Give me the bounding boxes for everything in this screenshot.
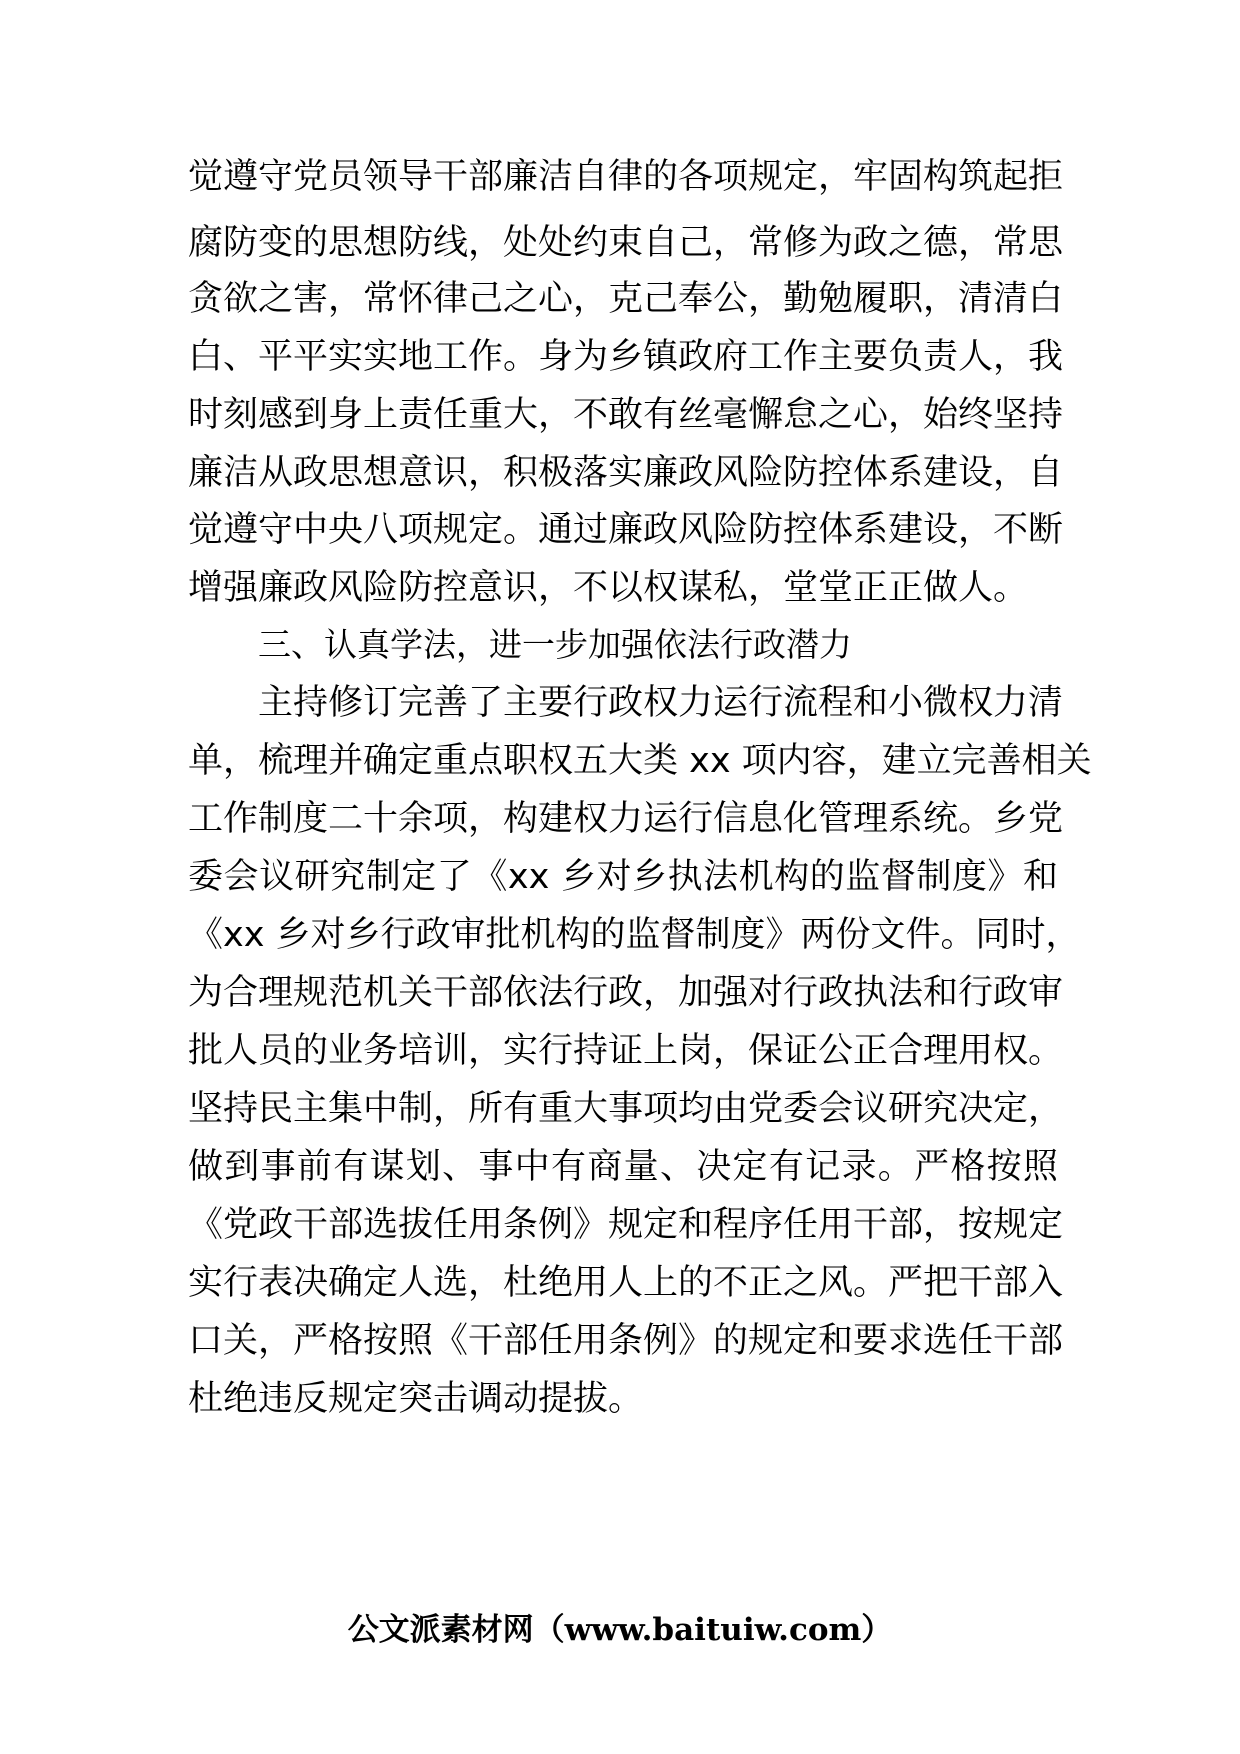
text-line: 单，梳理并确定重点职权五大类 xx 项内容，建立完善相关 — [188, 741, 1092, 781]
text-line: 时刻感到身上责任重大，不敢有丝毫懈怠之心，始终坚持 — [188, 395, 1064, 435]
text-line: 为合理规范机关干部依法行政，加强对行政执法和行政审 — [188, 973, 1064, 1013]
text-line: 主持修订完善了主要行政权力运行流程和小微权力清 — [258, 683, 1064, 723]
text-line: 实行表决确定人选，杜绝用人上的不正之风。严把干部入 — [188, 1263, 1064, 1303]
page-footer: 公文派素材网（www.baituiw.com） — [347, 1612, 893, 1648]
text-line: 工作制度二十余项，构建权力运行信息化管理系统。乡党 — [188, 799, 1064, 839]
text-line: 《xx 乡对乡行政审批机构的监督制度》两份文件。同时， — [188, 915, 1081, 955]
section-heading: 三、认真学法，进一步加强依法行政潜力 — [258, 625, 852, 664]
text-line: 白、平平实实地工作。身为乡镇政府工作主要负责人，我 — [188, 337, 1064, 377]
text-line: 觉遵守中央八项规定。通过廉政风险防控体系建设，不断 — [188, 510, 1064, 550]
text-line: 贪欲之害，常怀律己之心，克己奉公，勤勉履职，清清白 — [188, 279, 1064, 319]
text-line: 觉遵守党员领导干部廉洁自律的各项规定，牢固构筑起拒 — [188, 157, 1064, 197]
text-line: 《党政干部选拔任用条例》规定和程序任用干部，按规定 — [188, 1205, 1064, 1245]
text-line: 做到事前有谋划、事中有商量、决定有记录。严格按照 — [188, 1147, 1058, 1187]
text-line: 杜绝违反规定突击调动提拔。 — [188, 1379, 644, 1419]
text-line: 廉洁从政思想意识，积极落实廉政风险防控体系建设，自 — [188, 453, 1064, 493]
text-line: 批人员的业务培训，实行持证上岗，保证公正合理用权。 — [188, 1031, 1064, 1071]
text-line: 腐防变的思想防线，处处约束自己，常修为政之德，常思 — [188, 223, 1064, 263]
text-line: 增强廉政风险防控意识，不以权谋私，堂堂正正做人。 — [188, 568, 1029, 608]
text-line: 口关，严格按照《干部任用条例》的规定和要求选任干部 — [188, 1321, 1064, 1361]
text-line: 委会议研究制定了《xx 乡对乡执法机构的监督制度》和 — [188, 857, 1058, 897]
text-line: 坚持民主集中制，所有重大事项均由党委会议研究决定， — [188, 1089, 1064, 1129]
